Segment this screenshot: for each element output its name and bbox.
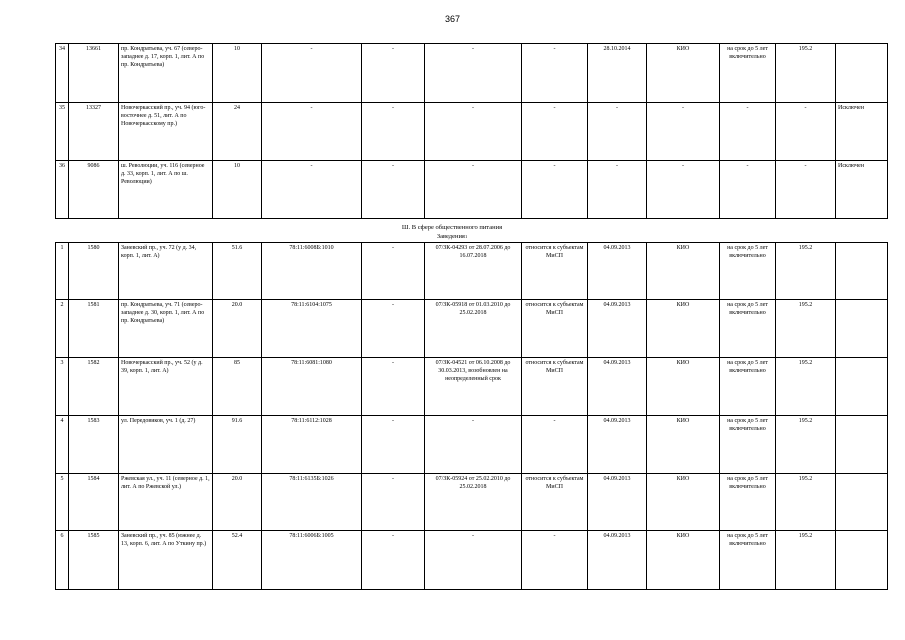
table-cell: -	[362, 416, 425, 474]
table-cell: -	[262, 103, 362, 161]
table-cell: 195.2	[776, 531, 836, 590]
section-footnote-mark: 1	[464, 234, 468, 239]
table-cell: -	[425, 44, 522, 103]
table-cell: 9086	[69, 161, 119, 219]
table-top	[55, 43, 888, 219]
table-cell: КИО	[647, 474, 720, 531]
table-cell	[836, 416, 888, 474]
table-cell	[836, 474, 888, 531]
table-row	[56, 161, 888, 219]
table-cell: пр. Кондратьева, уч. 71 (северо-западнее д. 30, корп. 1, лит. А по пр. Кондратьева)	[119, 300, 213, 358]
section-title-line1: Ш. В сфере общественного питания	[401, 224, 503, 231]
table-cell: КИО	[647, 416, 720, 474]
table-row	[56, 416, 888, 474]
table-cell: относится к субъектам МиСП	[522, 300, 588, 358]
table-cell: 195.2	[776, 474, 836, 531]
table-cell: 91.6	[213, 416, 262, 474]
table-cell: -	[522, 531, 588, 590]
table-cell	[836, 44, 888, 103]
table-cell: 195.2	[776, 416, 836, 474]
table-cell: 1581	[69, 300, 119, 358]
table-cell: 195.2	[776, 243, 836, 300]
table-cell: 07/ЗК-04293 от 28.07.2006 до 16.07.2018	[425, 243, 522, 300]
table-cell: 07/ЗК-04521 от 06.10.2008 до 30.03.2013, возобновлен на неопределенный срок	[425, 358, 522, 416]
table-row	[56, 103, 888, 161]
table-cell: 78:11:6104:1075	[262, 300, 362, 358]
table-cell: 20.0	[213, 474, 262, 531]
table-cell: -	[522, 44, 588, 103]
table-cell	[836, 531, 888, 590]
table-cell: Новочеркасский пр., уч. 52 (у д. 39, корп. 1, лит. А)	[119, 358, 213, 416]
table-cell: 04.09.2013	[588, 300, 647, 358]
table-cell: 5	[56, 474, 69, 531]
table-cell: 04.09.2013	[588, 243, 647, 300]
table-cell: 04.09.2013	[588, 416, 647, 474]
section-title-line2	[55, 232, 849, 241]
table-cell: 78:11:6008Б:1010	[262, 243, 362, 300]
table-cell: -	[362, 300, 425, 358]
table-cell: -	[647, 161, 720, 219]
table-cell: 78:11:6006Б:1005	[262, 531, 362, 590]
table-cell: 1585	[69, 531, 119, 590]
table-cell: относится к субъектам МиСП	[522, 474, 588, 531]
table-cell: КИО	[647, 358, 720, 416]
table-cell: 04.09.2013	[588, 474, 647, 531]
table-cell: -	[362, 44, 425, 103]
table-cell: -	[262, 161, 362, 219]
table-cell: 28.10.2014	[588, 44, 647, 103]
table-cell: -	[776, 161, 836, 219]
table-cell: 10	[213, 44, 262, 103]
table-cell: 85	[213, 358, 262, 416]
table-cell: 3	[56, 358, 69, 416]
table-cell: 04.09.2013	[588, 358, 647, 416]
table-cell: на срок до 5 лет включительно	[720, 531, 776, 590]
table-cell: -	[588, 103, 647, 161]
table-cell: -	[425, 416, 522, 474]
section-title-text: Заведения	[436, 233, 465, 240]
table-cell: 13327	[69, 103, 119, 161]
table-cell: 04.09.2013	[588, 531, 647, 590]
table-cell: ш. Революции, уч. 116 (северное д. 33, корп. 1, лит. А по ш. Революции)	[119, 161, 213, 219]
table-cell: -	[425, 531, 522, 590]
table-cell: на срок до 5 лет включительно	[720, 474, 776, 531]
table-cell: на срок до 5 лет включительно	[720, 243, 776, 300]
table-cell: 2	[56, 300, 69, 358]
table-cell: 4	[56, 416, 69, 474]
table-row	[56, 243, 888, 300]
table-cell: КИО	[647, 531, 720, 590]
table-cell: 20.0	[213, 300, 262, 358]
table-cell: КИО	[647, 243, 720, 300]
table-bottom	[55, 242, 888, 590]
table-cell: 1584	[69, 474, 119, 531]
table-cell: 24	[213, 103, 262, 161]
table-cell: Ржевская ул., уч. 11 (северное д. 1, лит. А по Ржевской ул.)	[119, 474, 213, 531]
table-cell: 35	[56, 103, 69, 161]
table-cell: Заневский пр., уч. 72 (у д. 34, корп. 1, лит. А)	[119, 243, 213, 300]
table-cell: ул. Передовиков, уч. 1 (д. 27)	[119, 416, 213, 474]
table-cell: Заневский пр., уч. 85 (южнее д. 13, корп. 6, лит. А по Уткину пр.)	[119, 531, 213, 590]
table-cell: -	[262, 44, 362, 103]
table-cell: Новочеркасский пр., уч. 94 (юго-восточнее д. 51, лит. А по Новочеркасскому пр.)	[119, 103, 213, 161]
table-cell: -	[776, 103, 836, 161]
table-cell: 1580	[69, 243, 119, 300]
table-row	[56, 358, 888, 416]
table-cell: -	[362, 358, 425, 416]
table-cell	[836, 243, 888, 300]
table-cell: КИО	[647, 44, 720, 103]
table-cell: 78:11:6135Б:1026	[262, 474, 362, 531]
table-cell: КИО	[647, 300, 720, 358]
table-row	[56, 44, 888, 103]
page-number: 367	[444, 14, 461, 24]
table-cell: -	[522, 416, 588, 474]
table-cell: 6	[56, 531, 69, 590]
section-title	[55, 223, 849, 241]
table-cell: 51.6	[213, 243, 262, 300]
table-cell	[836, 358, 888, 416]
table-cell: 07/ЗК-05924 от 25.02.2010 до 25.02.2018	[425, 474, 522, 531]
table-cell: 34	[56, 44, 69, 103]
table-cell: 195.2	[776, 300, 836, 358]
table-cell: -	[522, 103, 588, 161]
table-cell: пр. Кондратьева, уч. 67 (северо-западнее д. 17, корп. 1, лит. А по пр. Кондратьева)	[119, 44, 213, 103]
table-cell: 1582	[69, 358, 119, 416]
table-cell: -	[362, 474, 425, 531]
table-row	[56, 300, 888, 358]
table-cell: 78:11:6112:1028	[262, 416, 362, 474]
table-cell: -	[425, 161, 522, 219]
table-cell: -	[522, 161, 588, 219]
table-cell: -	[647, 103, 720, 161]
table-row	[56, 474, 888, 531]
table-cell: -	[425, 103, 522, 161]
table-cell: -	[362, 103, 425, 161]
table-cell: 1583	[69, 416, 119, 474]
table-cell: -	[588, 161, 647, 219]
table-cell: на срок до 5 лет включительно	[720, 416, 776, 474]
table-cell: -	[362, 161, 425, 219]
table-cell: 195.2	[776, 44, 836, 103]
table-cell: 07/ЗК-05918 от 01.03.2010 до 25.02.2018	[425, 300, 522, 358]
table-cell: -	[720, 161, 776, 219]
table-cell	[836, 300, 888, 358]
table-cell: 13661	[69, 44, 119, 103]
table-cell: 10	[213, 161, 262, 219]
table-cell: Исключен	[836, 161, 888, 219]
table-cell: 1	[56, 243, 69, 300]
table-cell: -	[720, 103, 776, 161]
table-cell: 195.2	[776, 358, 836, 416]
table-row	[56, 531, 888, 590]
table-cell: Исключен	[836, 103, 888, 161]
table-cell: 78:11:6081:1080	[262, 358, 362, 416]
table-cell: 36	[56, 161, 69, 219]
table-cell: на срок до 5 лет включительно	[720, 358, 776, 416]
table-cell: относится к субъектам МиСП	[522, 358, 588, 416]
table-cell: 52.4	[213, 531, 262, 590]
table-cell: на срок до 5 лет включительно	[720, 300, 776, 358]
table-cell: относится к субъектам МиСП	[522, 243, 588, 300]
table-cell: -	[362, 243, 425, 300]
table-cell: на срок до 5 лет включительно	[720, 44, 776, 103]
table-cell: -	[362, 531, 425, 590]
